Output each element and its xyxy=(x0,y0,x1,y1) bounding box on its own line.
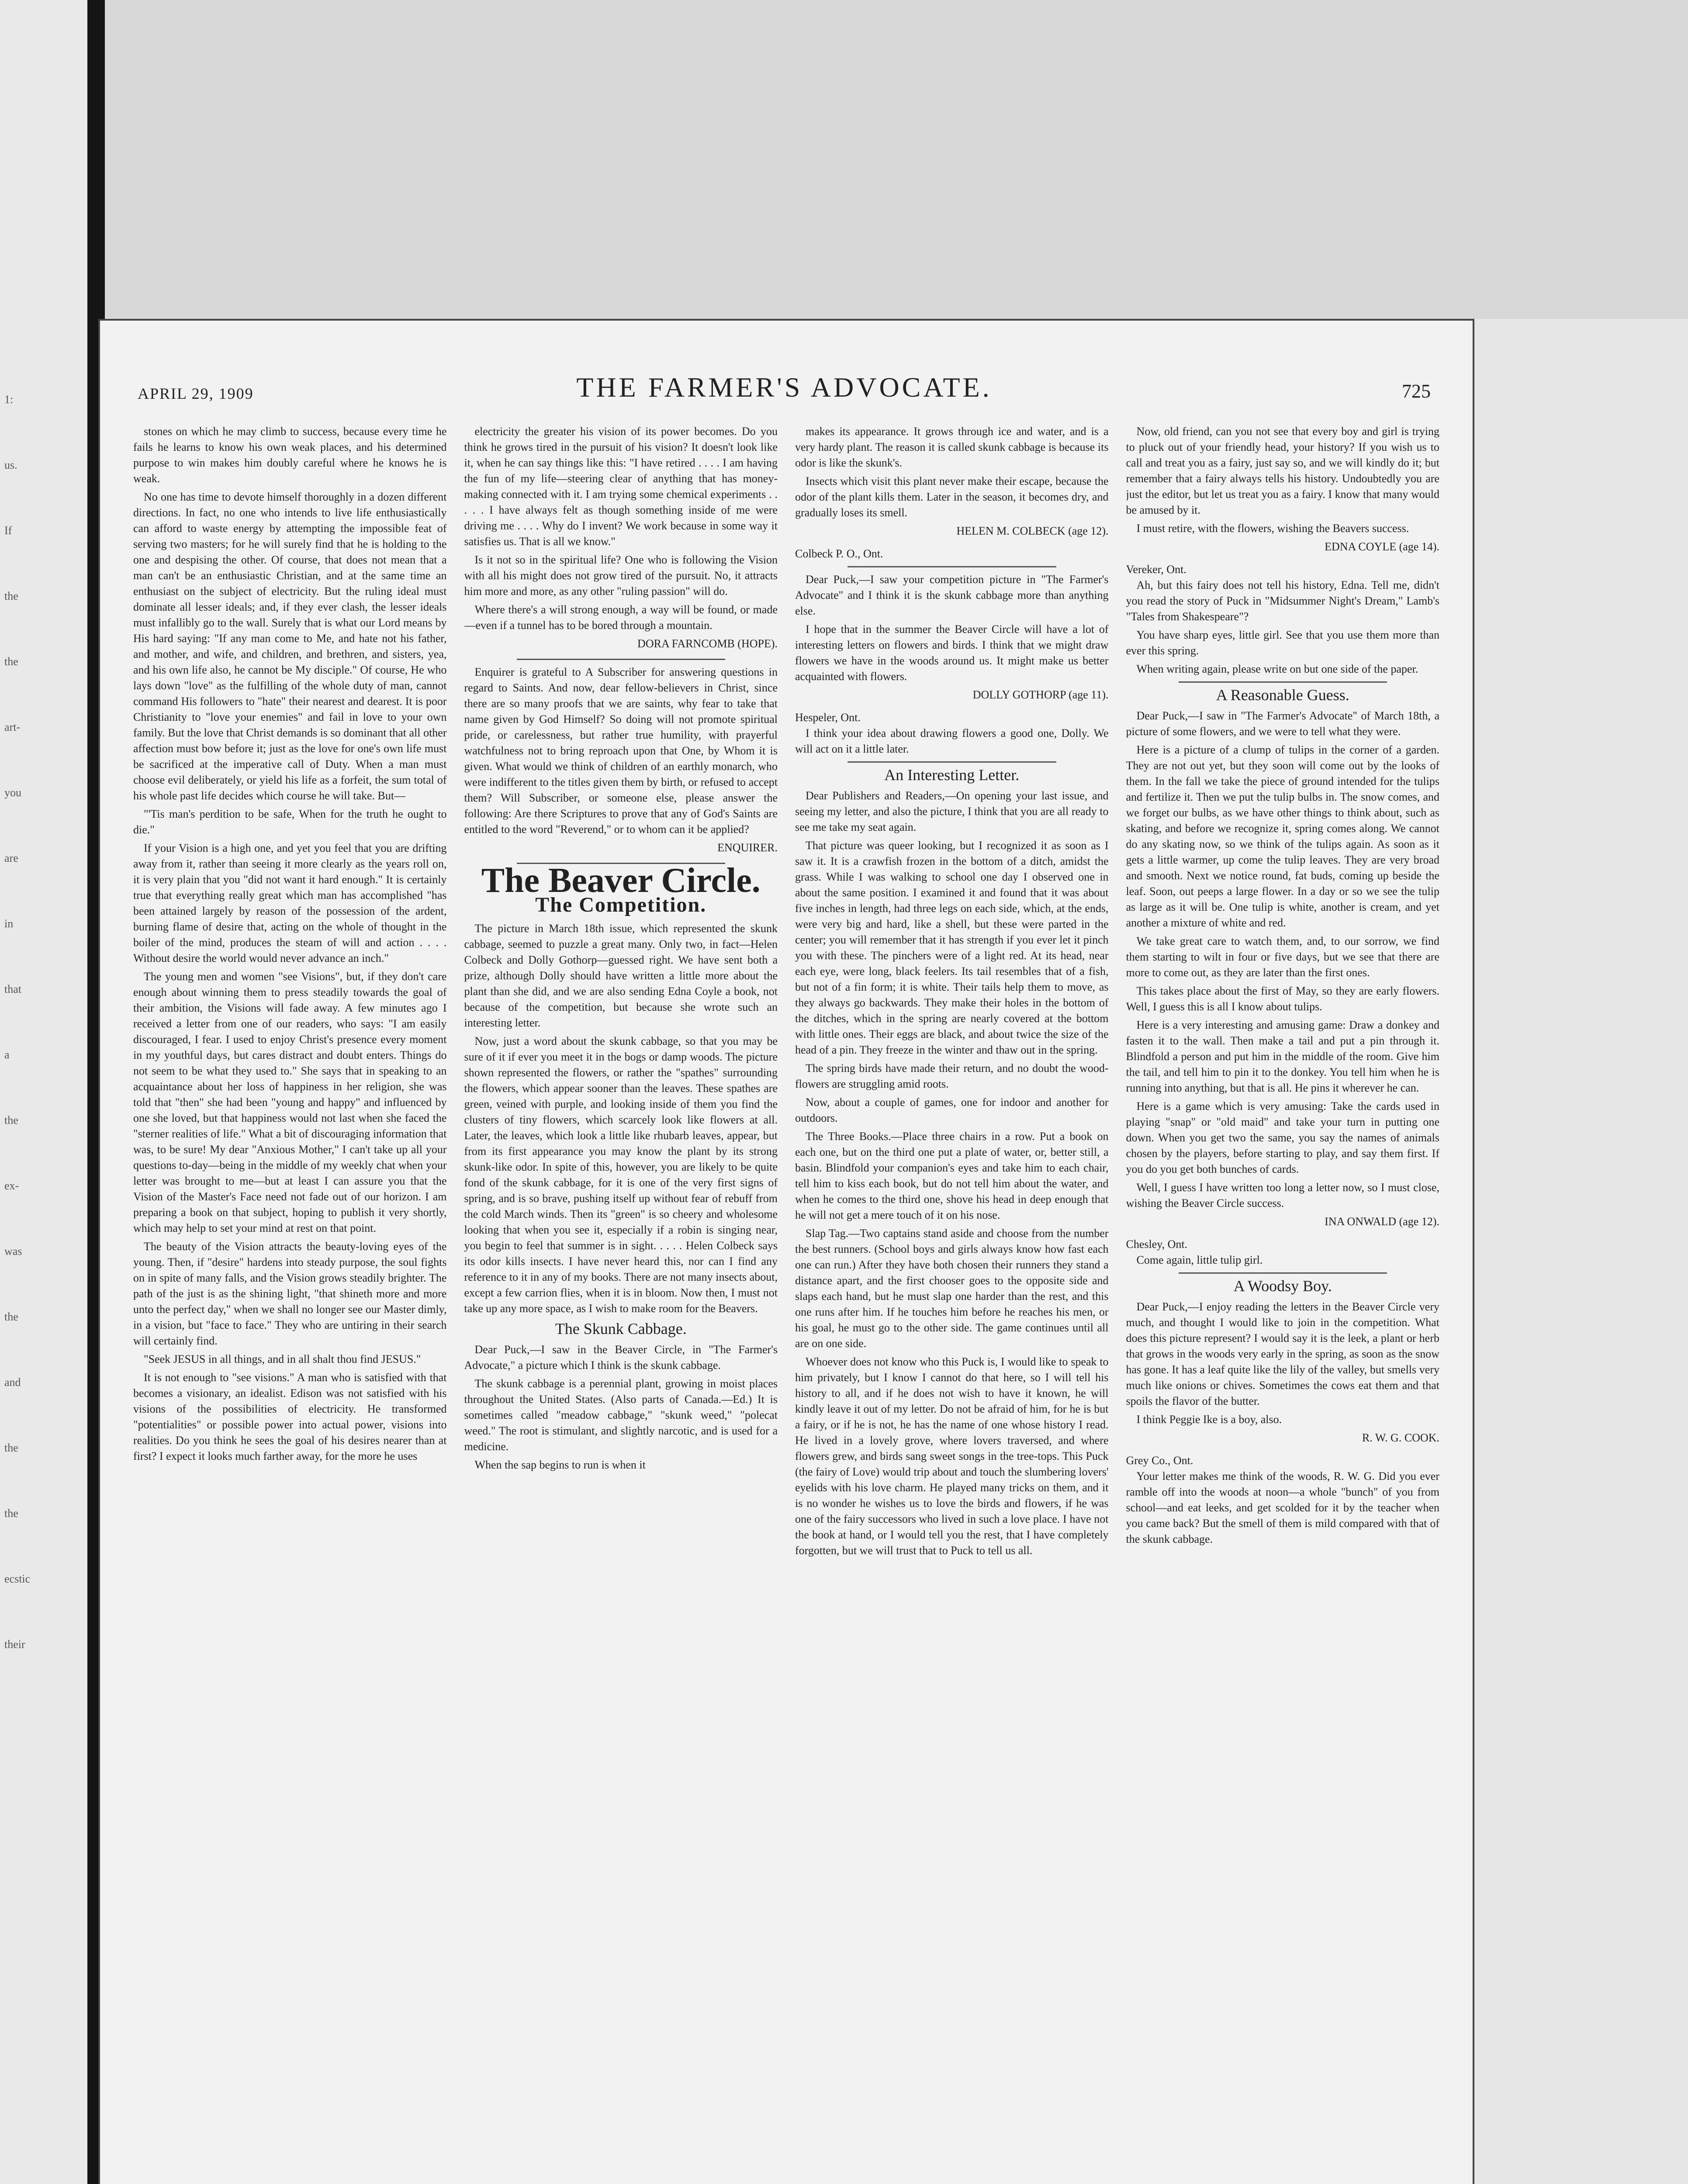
divider xyxy=(847,566,1056,567)
letter-paragraph: The skunk cabbage is a perennial plant, growing in moist places throughout the United States. (Also parts of Canada.—Ed.) It is sometimes called "meadow cabbage," "skunk weed," "polecat weed." The root is stimulant, and slightly narcotic, and is used for a medicine. xyxy=(464,1377,778,1453)
divider xyxy=(1179,1272,1387,1274)
letter-paragraph: Whoever does not know who this Puck is, I would like to speak to him privately, but I know I cannot do that here, so I will tell his history to all, and if he does not wish to have it known, he will kindly leave it out of my letter. Do not be afraid of him, for he is but a fairy, or if he is not, he has the name of one whose history I read. He lived in a lovely grove, where lovers traversed, and where flowers grew, and birds sang sweet songs in the tree-tops. This Puck (the fairy of Love) would trip about and touch the slumbering lovers' eyelids with his love charm. He played many tricks on them, and it is no wonder he wishes us to love the birds and flowers, if he was one of the fairy successors who lived in such a love place. I have not the book at hand, or I would tell you the rest, that I have completely forgotten, but we will trust that to Puck to tell us all. xyxy=(795,1355,1109,1557)
column-2 xyxy=(464,424,778,2184)
text-columns xyxy=(133,424,1439,2184)
signature-ina: INA ONWALD (age 12). xyxy=(1325,1215,1439,1228)
letter-paragraph: The spring birds have made their return, and no doubt the wood-flowers are struggling amid roots. xyxy=(795,1062,1109,1090)
previous-page-text-fragment: the xyxy=(4,1507,18,1520)
divider xyxy=(1179,681,1387,683)
divider xyxy=(847,761,1056,763)
article-paragraph: stones on which he may climb to success, because every time he fails he learns to know his own weak places, and his determined purpose to win makes him doubly careful where he knows he is weak. xyxy=(133,425,447,485)
previous-page-text-fragment: you xyxy=(4,786,21,799)
previous-page-text-fragment: in xyxy=(4,917,14,930)
article-paragraph: "Seek JESUS in all things, and in all shalt thou find JESUS." xyxy=(144,1353,421,1365)
signature-edna: EDNA COYLE (age 14). xyxy=(1325,540,1439,553)
masthead-title: THE FARMER'S ADVOCATE. xyxy=(576,372,992,403)
editor-reply: You have sharp eyes, little girl. See that you use them more than ever this spring. xyxy=(1126,629,1439,657)
letter-paragraph: makes its appearance. It grows through ice and water, and is a very hardy plant. The reason it is called skunk cabbage is because its odor is like the skunk's. xyxy=(795,425,1109,469)
column-3 xyxy=(795,424,1109,2184)
letter-paragraph: Well, I guess I have written too long a letter now, so I must close, wishing the Beaver Circle success. xyxy=(1126,1181,1439,1209)
previous-page-text-fragment: ex- xyxy=(4,1179,19,1192)
section-title-beaver-circle: The Beaver Circle. xyxy=(481,861,761,900)
address-cook: Grey Co., Ont. xyxy=(1126,1454,1193,1467)
previous-page-text-fragment: ecstic xyxy=(4,1572,31,1585)
article-paragraph: The beauty of the Vision attracts the beauty-loving eyes of the young. Then, if "desire" hardens into steady purpose, the soul fights on in spite of many falls, and the Vision grows steadily brighter. The path of the just is as the shining light, "that shineth more and more unto the perfect day," when we shall no longer see our Master dimly, in a vision, but "face to face." They who are untiring in their search will certainly find. xyxy=(133,1240,447,1347)
previous-page-text-fragment: art- xyxy=(4,721,21,733)
column-1 xyxy=(133,424,447,2184)
final-reply: Your letter makes me think of the woods, R. W. G. Did you ever ramble off into the woods at noon—a whole "bunch" of you from school—and eat leeks, and get scolded for it by the teacher when you came back? But the smell of them is mild compared with that of the skunk cabbage. xyxy=(1126,1470,1439,1545)
address-edna: Vereker, Ont. xyxy=(1126,563,1186,576)
article-paragraph: "'Tis man's perdition to be safe, When for the truth he ought to die." xyxy=(133,808,447,836)
letter-paragraph: Dear Puck,—I saw in "The Farmer's Advocate" of March 18th, a picture of some flowers, and we were to tell what they were. xyxy=(1126,709,1439,738)
previous-page-text-fragment: was xyxy=(4,1245,22,1258)
skunk-cabbage-title: The Skunk Cabbage. xyxy=(555,1320,687,1337)
signature-enquirer: ENQUIRER. xyxy=(717,841,778,854)
editor-reply: Ah, but this fairy does not tell his history, Edna. Tell me, didn't you read the story of Puck in "Midsummer Night's Dream," Lamb's "Tales from Shakespeare"? xyxy=(1126,579,1439,623)
editor-reply: I think your idea about drawing flowers a good one, Dolly. We will act on it a little later. xyxy=(795,727,1109,755)
divider xyxy=(517,659,726,660)
interesting-letter-title: An Interesting Letter. xyxy=(884,766,1020,784)
letter-paragraph: When the sap begins to run is when it xyxy=(474,1458,646,1471)
letter-paragraph: Dear Publishers and Readers,—On opening your last issue, and seeing my letter, and also the picture, I think that you are all ready to see me take my seat again. xyxy=(795,789,1109,833)
woodsy-boy-title: A Woodsy Boy. xyxy=(1233,1277,1332,1295)
right-margin xyxy=(1474,319,1688,2184)
article-paragraph: It is not enough to "see visions." A man who is satisfied with that becomes a visionary, an idealist. Edison was not satisfied with his visions of the possibilities of electricity. He transformed "potentialities" or possible power into actual power, visions into realities. Do you think he sees the goal of his desires nearer than at first? I expect it looks much farther away, for the more he uses xyxy=(133,1371,447,1462)
column-4 xyxy=(1126,424,1440,2184)
letter-paragraph: Dear Puck,—I enjoy reading the letters in the Beaver Circle very much, and thought I would like to join in the competition. What does this picture represent? I would say it is the leek, a plant or herb that grows in the woods very early in the spring, as soon as the snow has gone. It has a leaf quite like the lily of the valley, but smells very much like onions or chives. Sometimes the cows eat them and that spoils the flavor of the butter. xyxy=(1126,1300,1439,1407)
note-ina: Come again, little tulip girl. xyxy=(1136,1254,1263,1266)
address-ina: Chesley, Ont. xyxy=(1126,1238,1188,1251)
article-paragraph: No one has time to devote himself thoroughly in a dozen different directions. In fact, no one who intends to live life enthusiastically can afford to waste energy by attempting the impossible feat of serving two masters; for he will surely find that he is holding to the one and despising the other. Of course, that does not mean that a man can't be an enthusiastic Christian, and at the same time an enthusiast on the subject of electricity. But the ruling ideal must dominate all lesser ideals; and, if they ever clash, the lesser ideals must infallibly go to the wall. Surely that is what our Lord means by His hard saying: "If any man come to Me, and hate not his father, and mother, and wife, and children, and brethren, and sisters, yea, and his own life also, he cannot be My disciple." Of course, He who lays down "love" as the fulfilling of the whole duty of man, cannot command His followers to "hate" their nearest and dearest. It is poor Christianity to "love your enemies" and fail in love to your own family. But the love that Christ demands is so dominant that all other affection must bow before it; just as the love for one's own life must be sacrificed at the imperative call of Duty. When a man must choose evil deliberately, or yield his life as a forfeit, the sum total of his whole past life decides which course he will take. But— xyxy=(133,491,447,802)
previous-page-text-fragment: are xyxy=(4,852,18,864)
page-header xyxy=(138,371,1431,406)
signature-cook: R. W. G. COOK. xyxy=(1362,1431,1439,1444)
previous-page-text-fragment: us. xyxy=(4,459,17,471)
signature-dolly: DOLLY GOTHORP (age 11). xyxy=(972,688,1109,701)
letter-paragraph: Here is a very interesting and amusing game: Draw a donkey and fasten it to the wall. Then make a tail and put a pin through it. Blindfold a person and put him in the middle of the room. Give him the tail, and tell him to pin it to the donkey. You tell him when he is running into anything, but that is all. He pins it wherever he can. xyxy=(1126,1019,1439,1094)
previous-page-text-fragment: 1: xyxy=(4,393,14,406)
letter-paragraph: Slap Tag.—Two captains stand aside and choose from the number the best runners. (School boys and girls always know how fast each one can run.) After they have both chosen their runners they stand a distance apart, and the first chooser goes to the opposite side and slaps each hand, but he must slap one harder than the rest, and this one runs after him. If he touches him before he reaches his men, or his goal, he must go to the other side. The game continues until all are on one side. xyxy=(795,1227,1109,1350)
letter-paragraph: I must retire, with the flowers, wishing the Beavers success. xyxy=(1136,522,1409,535)
letter-paragraph: Here is a picture of a clump of tulips in the corner of a garden. They are not out yet, but they soon will come out by the looks of them. In the fall we take the piece of ground intended for the tulips and fertilize it. Then we put the tulip bulbs in. The snow comes, and we forget our bulbs, as we have other things to think about, such as skating, and before we recognize it, spring comes along. We cannot do any skating now, so we think of the tulips again. As soon as it gets a little warmer, up come the tulip leaves. They are very broad and smooth. Next we notice round, fat buds, coming up beside the leaf. Soon, out peeps a large flower. In a day or so we see the tulip as large as it will be. One tulip is white, another is cream, and yet another a mixture of white and red. xyxy=(1126,743,1439,929)
previous-page-text-fragment: the xyxy=(4,655,18,668)
address-dolly: Hespeler, Ont. xyxy=(795,711,861,724)
previous-page-text-fragment: the xyxy=(4,1114,18,1127)
enquirer-text: Enquirer is grateful to A Subscriber for answering questions in regard to Saints. And now, dear fellow-believers in Christ, since there are so many proofs that we are saints, why fear to take that name given by God Himself? So doing will not promote spiritual pride, or carelessness, but rather true humility, with prayerful watchfulness not to bring reproach upon that One, by Whom it is given. What would we think of children of an earthly monarch, who were indifferent to the titles given them by birth, or refused to accept them? Will Subscriber, or someone else, please answer the following: Are there Scriptures to prove that any of God's Saints are entitled to the word "Reverend," or to whom can it be applied? xyxy=(464,666,778,836)
page-number: 725 xyxy=(1402,380,1431,402)
previous-page-text-fragment: their xyxy=(4,1638,25,1651)
previous-page-edge xyxy=(0,0,92,2184)
letter-paragraph: Now, about a couple of games, one for indoor and another for outdoors. xyxy=(795,1096,1109,1124)
signature-helen: HELEN M. COLBECK (age 12). xyxy=(956,525,1109,537)
article-paragraph: electricity the greater his vision of its power becomes. Do you think he grows tired in the pursuit of his vision? It doesn't look like it, when he can say things like this: "I have retired . . . . I am having the fun of my life—steering clear of anything that has money-making connected with it. I am trying some chemical experiments . . . . . I have always felt as though something inside of me were driving me . . . . Why do I invent? We work because in some way it satisfies us. That is all we know." xyxy=(464,425,778,548)
competition-paragraph: Now, just a word about the skunk cabbage, so that you may be sure of it if ever you meet it in the bogs or damp woods. The picture shown represented the flowers, or rather the "spathes" surrounding the flowers, which appear sooner than the leaves. These spathes are green, veined with purple, and looking inside of them you find the clusters of tiny flowers, which scarcely look like flowers at all. Later, the leaves, which look a little like rhubarb leaves, appear, but from its first appearance you may know the plant by its strong skunk-like odor. In spite of this, however, you are likely to be quite fond of the skunk cabbage, for it is one of the very first signs of spring, and is so brave, pushing itself up without fear of rebuff from the cold March winds. Then its "green" is so cheery and wholesome looking that when you see it, especially if a robin is singing near, you begin to feel that summer is in sight. . . . . Helen Colbeck says its odor kills insects. I have never heard this, nor can I find any reference to it in any of my books. There are not many insects about, except a few carrion flies, when it is in bloom. Now then, I must not take up any more space, as I wish to make room for the Beavers. xyxy=(464,1035,778,1315)
previous-page-text-fragment: the xyxy=(4,1310,18,1323)
previous-page-text-fragment: the xyxy=(4,1441,18,1454)
address-helen: Colbeck P. O., Ont. xyxy=(795,547,883,560)
previous-page-text-fragment: a xyxy=(4,1048,10,1061)
previous-page-text-fragment: and xyxy=(4,1376,21,1389)
article-paragraph: Where there's a will strong enough, a way will be found, or made—even if a tunnel has to be bored through a mountain. xyxy=(464,603,778,632)
letter-paragraph: Dear Puck,—I saw your competition picture in "The Farmer's Advocate" and I think it is the skunk cabbage more than anything else. xyxy=(795,573,1109,617)
competition-paragraph: The picture in March 18th issue, which represented the skunk cabbage, seemed to puzzle a great many. Only two, in fact—Helen Colbeck and Dolly Gothorp—guessed right. We have sent both a prize, although Dolly should have written a little more about the plant than she did, and we are also sending Edna Coyle a book, not because of the competition, but because she wrote such an interesting letter. xyxy=(464,922,778,1029)
previous-page-text-fragment: that xyxy=(4,983,21,995)
letter-paragraph: Now, old friend, can you not see that every boy and girl is trying to pluck out of your friendly head, your history? If you wish us to call and treat you as a fairy, just say so, and we will kindly do it; but remember that a fairy always tells his history. Undoubtedly you are just the editor, but let us treat you as a fairy. I know that many would be amused by it. xyxy=(1126,425,1439,516)
signature-hope: DORA FARNCOMB (HOPE). xyxy=(637,637,778,650)
letter-paragraph: Here is a game which is very amusing: Take the cards used in playing "snap" or "old maid" and take your turn in putting one down. When you get two the same, you say the names of animals chosen by the players, before starting to play, and say them first. If you do you get both bunches of cards. xyxy=(1126,1100,1439,1175)
letter-paragraph: I think Peggie Ike is a boy, also. xyxy=(1136,1413,1282,1426)
letter-paragraph: Insects which visit this plant never make their escape, because the odor of the plant kills them. Later in the season, it becomes dry, and gradually loses its smell. xyxy=(795,475,1109,519)
newspaper-page xyxy=(98,319,1474,2184)
letter-paragraph: We take great care to watch them, and, to our sorrow, we find them starting to wilt in four or five days, but we see that there are more to come out, as they are later than the first ones. xyxy=(1126,935,1439,979)
article-paragraph: If your Vision is a high one, and yet you feel that you are drifting away from it, rather than seeing it more clearly as the years roll on, it is very plain that you "did not want it hard enough." It is certainly true that everything really great which man has accomplished "has been attained largely by reason of the possession of the ardent, burning flame of desire that, acting on the whole of thought in the boiler of the mind, produces the steam of will and action . . . . Without desire the world would never advance an inch." xyxy=(133,842,447,964)
article-paragraph: Is it not so in the spiritual life? One who is following the Vision with all his might does not grow tired of the pursuit. No, it attracts him more and more, as any other "ruling passion" will do. xyxy=(464,553,778,598)
competition-title: The Competition. xyxy=(535,893,707,916)
letter-paragraph: That picture was queer looking, but I recognized it as soon as I saw it. It is a crawfish frozen in the bottom of a ditch, amidst the grass. While I was walking to school one day I observed one in about the same position. I examined it and found that it was about five inches in length, had three legs on each side, which, at the ends, were very big and hard, like a shell, but these were parted in the center; you will remember that it has strength if you ever let it pinch you with these. The pinchers were of a light red. At its head, near each eye, were long, black feelers. Its tail resembles that of a fish, but not of a fin form; it is white. Their tails help them to move, as they always go backwards. They make their holes in the bottom of the ditches, which in the spring are nearly covered at the bottom with little ones. Their eggs are black, and about twice the size of the head of a pin. They freeze in the winter and thaw out in the spring. xyxy=(795,839,1109,1056)
previous-page-text-fragment: the xyxy=(4,590,18,602)
reasonable-guess-title: A Reasonable Guess. xyxy=(1216,686,1349,704)
letter-paragraph: Dear Puck,—I saw in the Beaver Circle, in "The Farmer's Advocate," a picture which I think is the skunk cabbage. xyxy=(464,1343,778,1372)
editor-reply: When writing again, please write on but one side of the paper. xyxy=(1136,663,1418,675)
letter-paragraph: This takes place about the first of May, so they are early flowers. Well, I guess this is all I know about tulips. xyxy=(1126,985,1439,1013)
previous-page-text-fragment: If xyxy=(4,524,12,537)
article-paragraph: The young men and women "see Visions", but, if they don't care enough about winning them to press steadily towards the goal of their ambition, the Visions will fade away. A few minutes ago I received a letter from one of our readers, who says: "I am easily discouraged, I fear. I used to enjoy Christ's presence every moment in my youthful days, but cares distract and doubt enters. Things do not seem to be what they used to." She says that in speaking to an acquaintance about her loss of happiness in her religion, she was told that "then" she had been "young and happy" and influenced by one she loved, but that happiness would not last when she faced the "sterner realities of life." What a bit of discouraging information that was, to be sure! My dear "Anxious Mother," I can't take up all your questions to-day—being in the middle of my weekly chat when your letter was brought to me—but at least I can assure you that the Vision of the Master's Face need not fade out of our horizon. I am preparing a book on that subject, hoping to publish it very shortly, which may help to set your mind at rest on that point. xyxy=(133,970,447,1234)
letter-paragraph: The Three Books.—Place three chairs in a row. Put a book on each one, but on the third one put a plate of water, or, better still, a basin. Blindfold your companion's eyes and take him to each chair, tell him to kiss each book, but do not tell him about the water, and when he comes to the third one, shove his head in deep enough that he will not get a mere touch of it on his nose. xyxy=(795,1130,1109,1221)
issue-date: APRIL 29, 1909 xyxy=(138,385,254,402)
letter-paragraph: I hope that in the summer the Beaver Circle will have a lot of interesting letters on flowers and birds. I think that we might draw flowers we have in the woods around us. It might make us better acquainted with flowers. xyxy=(795,623,1109,683)
